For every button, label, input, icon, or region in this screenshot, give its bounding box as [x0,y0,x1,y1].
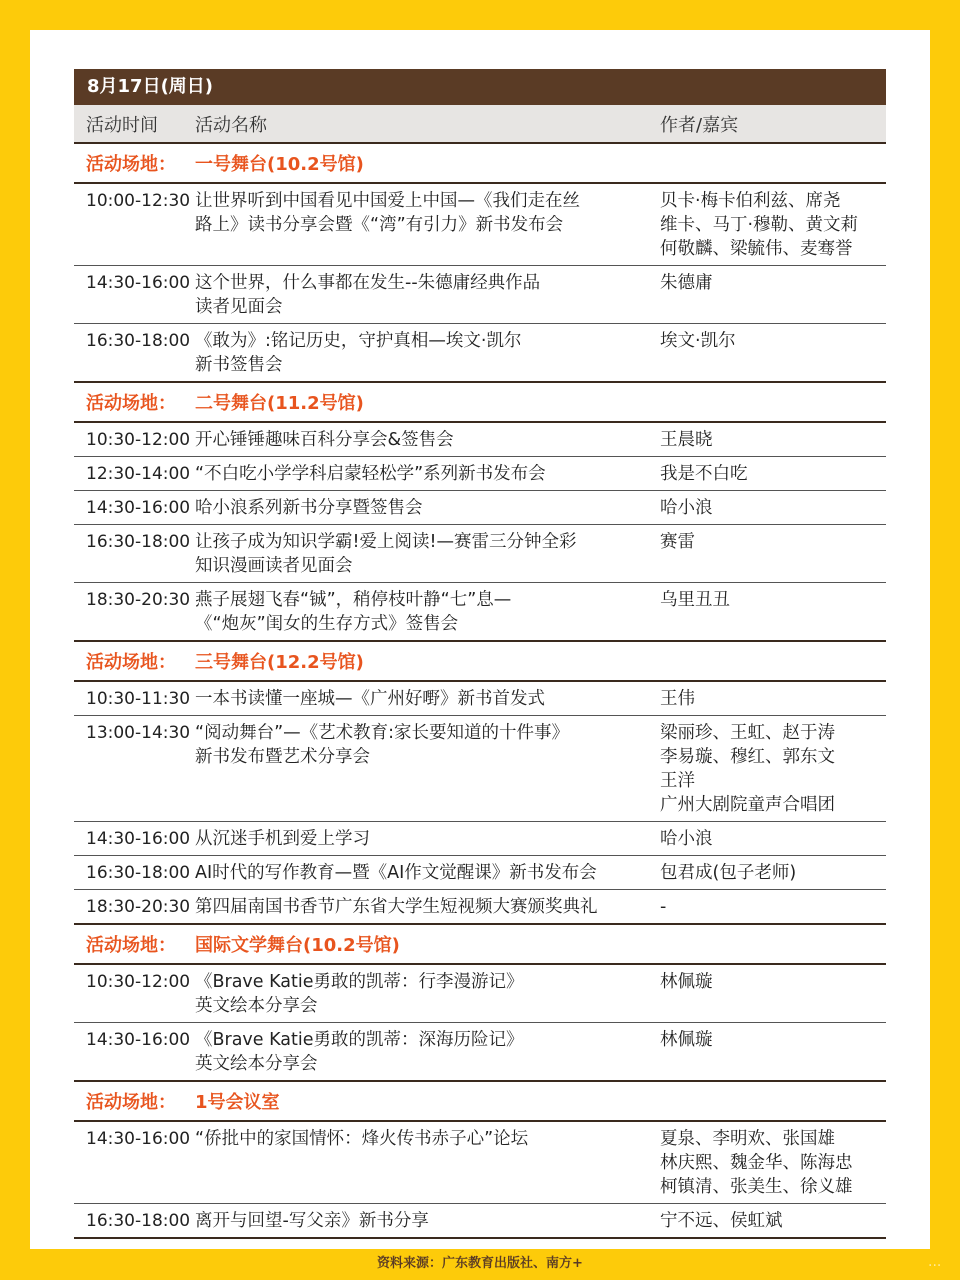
event-author: 林佩璇 [660,1030,713,1050]
event-name: 《敢为》:铭记历史，守护真相—埃文·凯尔 新书签售会 [195,331,522,375]
event-author: 乌里丑丑 [660,590,730,610]
event-time: 16:30-18:00 [86,331,191,351]
event-author: 我是不白吃 [660,464,748,484]
event-author: 哈小浪 [660,829,713,849]
table-row [74,525,886,583]
venue-name: 1号会议室 [195,1092,280,1113]
header-name: 活动名称 [195,114,267,136]
event-name: 开心锤锤趣味百科分享会&签售会 [195,430,454,450]
event-author: 埃文·凯尔 [660,331,736,351]
event-time: 10:00-12:30 [86,191,191,211]
event-author: 包君成(包子老师) [660,863,797,883]
table-row [74,184,886,266]
event-name: 一本书读懂一座城—《广州好嘢》新书首发式 [195,689,545,709]
venue-label: 活动场地： [86,1092,176,1113]
event-name: “侨批中的家国情怀：烽火传书赤子心”论坛 [195,1129,529,1149]
event-time: 14:30-16:00 [86,829,191,849]
table-row [74,423,886,457]
venue-name: 二号舞台(11.2号馆) [195,393,364,414]
header-time: 活动时间 [86,114,158,136]
event-name: 让世界听到中国看见中国爱上中国—《我们走在丝 路上》读书分享会暨《“湾”有引力》新书发布会 [195,191,580,235]
venue-row [74,1082,886,1122]
event-author: 梁丽珍、王虹、赵于涛 李易璇、穆红、郭东文 王洋 广州大剧院童声合唱团 [660,723,835,815]
table-row [74,324,886,383]
event-time: 14:30-16:00 [86,1129,191,1149]
schedule-table [74,69,886,1239]
event-name: 这个世界，什么事都在发生--朱德庸经典作品 读者见面会 [195,273,541,317]
event-author: 王晨晓 [660,430,713,450]
event-time: 13:00-14:30 [86,723,191,743]
source-footer: 资料来源：广东教育出版社、南方+ [377,1256,583,1271]
table-row [74,457,886,491]
table-row [74,491,886,525]
venue-row [74,144,886,184]
event-time: 16:30-18:00 [86,1211,191,1231]
event-time: 16:30-18:00 [86,863,191,883]
table-row [74,682,886,716]
event-author: 王伟 [660,689,695,709]
venue-label: 活动场地： [86,154,176,175]
event-time: 10:30-12:00 [86,972,191,992]
event-name: 让孩子成为知识学霸!爱上阅读!—赛雷三分钟全彩 知识漫画读者见面会 [195,532,577,576]
event-time: 10:30-11:30 [86,689,191,709]
event-name: AI时代的写作教育—暨《AI作文觉醒课》新书发布会 [195,863,597,883]
schedule-card [30,30,930,1249]
sections-container [74,144,886,1239]
event-name: 第四届南国书香节广东省大学生短视频大赛颁奖典礼 [195,897,598,917]
table-row [74,856,886,890]
event-name: 离开与回望-写父亲》新书分享 [195,1211,429,1231]
table-row [74,822,886,856]
venue-name: 三号舞台(12.2号馆) [195,652,364,673]
event-time: 18:30-20:30 [86,590,191,610]
event-name: 《Brave Katie勇敢的凯蒂：深海历险记》 英文绘本分享会 [195,1030,524,1074]
event-name: 燕子展翅飞春“铖”，稍停枝叶静“七”息— 《“炮灰”闺女的生存方式》签售会 [195,590,512,634]
venue-label: 活动场地： [86,652,176,673]
event-author: 夏泉、李明欢、张国雄 林庆熙、魏金华、陈海忠 柯镇清、张美生、徐义雄 [660,1129,853,1197]
event-time: 10:30-12:00 [86,430,191,450]
event-time: 16:30-18:00 [86,532,191,552]
header-author: 作者/嘉宾 [660,114,739,136]
event-author: 林佩璇 [660,972,713,992]
table-row [74,583,886,642]
event-name: 《Brave Katie勇敢的凯蒂：行李漫游记》 英文绘本分享会 [195,972,524,1016]
event-name: 哈小浪系列新书分享暨签售会 [195,498,423,518]
column-headers [74,105,886,144]
event-author: 朱德庸 [660,273,713,293]
event-author: 宁不远、侯虹斌 [660,1211,783,1231]
venue-label: 活动场地： [86,393,176,414]
venue-row [74,642,886,682]
event-time: 12:30-14:00 [86,464,191,484]
table-row [74,716,886,822]
venue-row [74,925,886,965]
venue-name: 国际文学舞台(10.2号馆) [195,935,400,956]
table-row [74,1023,886,1082]
venue-row [74,383,886,423]
venue-label: 活动场地： [86,935,176,956]
event-name: “不白吃小学学科启蒙轻松学”系列新书发布会 [195,464,546,484]
event-author: 贝卡·梅卡伯利兹、席尧 维卡、马丁·穆勒、黄文莉 何敬麟、梁毓伟、麦骞誉 [660,191,859,259]
event-time: 14:30-16:00 [86,498,191,518]
date-header: 8月17日(周日) [74,69,886,105]
table-row [74,965,886,1023]
table-row [74,1204,886,1239]
event-author: 哈小浪 [660,498,713,518]
event-time: 14:30-16:00 [86,1030,191,1050]
venue-name: 一号舞台(10.2号馆) [195,154,364,175]
event-time: 18:30-20:30 [86,897,191,917]
event-name: 从沉迷手机到爱上学习 [195,829,370,849]
event-author: 赛雷 [660,532,695,552]
table-row [74,890,886,925]
dots-icon: ··· [928,1258,942,1274]
table-row [74,266,886,324]
table-row [74,1122,886,1204]
event-name: “阅动舞台”—《艺术教育:家长要知道的十件事》 新书发布暨艺术分享会 [195,723,570,767]
event-author: - [660,897,667,917]
event-time: 14:30-16:00 [86,273,191,293]
